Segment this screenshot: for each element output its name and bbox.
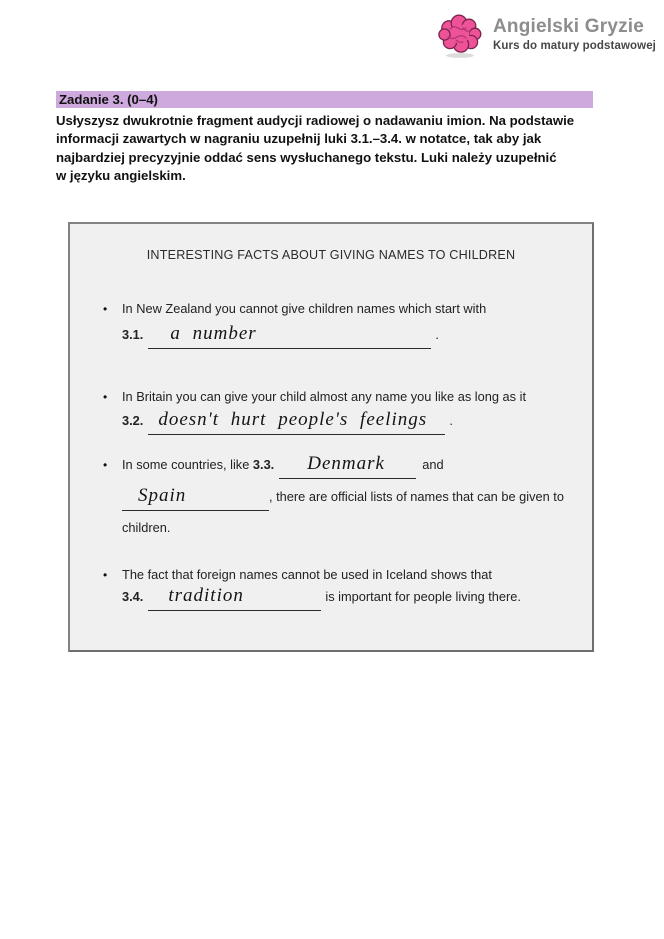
handwritten-answer: tradition: [168, 585, 244, 606]
gap-number: 3.3.: [252, 457, 275, 472]
handwritten-answer: doesn't hurt people's feelings: [158, 409, 428, 430]
bullet-item-4: [103, 567, 492, 583]
bullet-item-2: [103, 389, 526, 405]
gap-mid-text: and: [422, 457, 444, 472]
instruction-line: informacji zawartych w nagraniu uzupełnij luki 3.1.–3.4. w notatce, tak aby jak: [56, 131, 542, 147]
answer-blank-3-4: [148, 583, 321, 611]
instruction-line: najbardziej precyzyjnie oddać sens wysłuchanego tekstu. Luki należy uzupełnić: [56, 149, 557, 165]
gap-3-4: [122, 583, 521, 611]
gap-number: 3.2.: [122, 413, 144, 428]
bullet-marker-icon: •: [103, 458, 108, 472]
gap-after-text: is important for people living there.: [325, 589, 521, 604]
brain-logo-icon: [436, 13, 484, 59]
notes-box: [68, 222, 594, 652]
brand-title: Angielski Gryzie: [493, 16, 645, 37]
answer-blank-3-2: [148, 407, 445, 435]
gap-after-text: .: [449, 413, 453, 428]
bullet-2-text: In Britain you can give your child almost any name you like as long as it: [122, 389, 527, 404]
bullet-3-continued: [122, 483, 564, 511]
answer-blank-3-1: [148, 321, 431, 349]
gap-number: 3.4.: [122, 589, 144, 604]
bullet-3-text-before: In some countries, like: [122, 457, 250, 472]
gap-after-text: .: [435, 327, 439, 342]
handwritten-answer: Denmark: [307, 453, 385, 474]
bullet-3-last-line: [122, 520, 170, 535]
instruction-line: Usłyszysz dwukrotnie fragment audycji radiowej o nadawaniu imion. Na podstawie: [56, 113, 575, 128]
bullet-item-1: [103, 301, 486, 317]
bullet-1-text: In New Zealand you cannot give children names which start with: [122, 301, 487, 316]
brand-text: [493, 13, 656, 52]
answer-blank-3-3-first: [279, 451, 416, 479]
task-instructions: [56, 112, 601, 185]
notes-title: INTERESTING FACTS ABOUT GIVING NAMES TO CHILDREN: [146, 248, 516, 262]
task-header: Zadanie 3. (0–4): [56, 91, 593, 108]
gap-3-1: [122, 321, 439, 349]
handwritten-answer: a number: [170, 323, 257, 344]
bullet-4-text: The fact that foreign names cannot be used in Iceland shows that: [122, 567, 492, 582]
brand-subtitle: Kurs do matury podstawowej: [493, 40, 656, 52]
handwritten-answer: Spain: [138, 485, 187, 506]
bullet-3-text-after: , there are official lists of names that can be given to: [269, 489, 564, 504]
bullet-3-text-last: children.: [122, 520, 171, 535]
bullet-item-3: [103, 451, 444, 479]
bullet-marker-icon: •: [103, 302, 108, 316]
answer-blank-3-3-second: [122, 483, 269, 511]
bullet-marker-icon: •: [103, 390, 108, 404]
gap-3-2: [122, 407, 453, 435]
brand-logo: [436, 13, 656, 59]
gap-number: 3.1.: [122, 327, 144, 342]
bullet-marker-icon: •: [103, 568, 108, 582]
instruction-line: w języku angielskim.: [56, 167, 186, 183]
